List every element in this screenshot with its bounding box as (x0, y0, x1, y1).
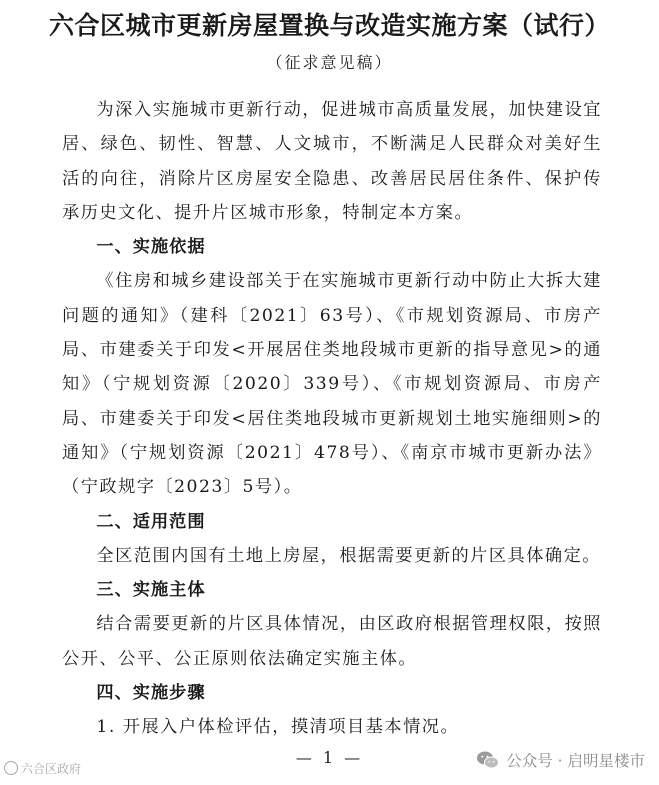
section-steps-text: 1. 开展入户体检评估，摸清项目基本情况。 (96, 717, 460, 738)
watermark-right (476, 749, 645, 771)
section-heading-steps: 四、实施步骤 (96, 683, 206, 704)
section-basis-text: 《住房和城乡建设部关于在实施城市更新行动中防止大拆大建问题的通知》（建科〔2021〕63号）、《市规划资源局、市房产局、市建委关于印发<开展居住类地段城市更新的指导意见>的通知》（宁规划资源〔2020〕339号）、《市规划资源局、市房产局、市建委关于印发<居住类地段城市更新规划土地实施细则>的通知》（宁规划资源〔2021〕478号）、《南京市城市更新办法》（宁政规字〔2023〕5号）。 (62, 271, 602, 498)
document-title: 六合区城市更新房屋置换与改造实施方案（试行） (48, 11, 610, 40)
document-body (62, 93, 602, 745)
section-scope-text: 全区范围内国有土地上房屋，根据需要更新的片区具体确定。 (96, 545, 601, 566)
section-subject-text: 结合需要更新的片区具体情况，由区政府根据管理权限，按照公开、公平、公正原则依法确定实施主体。 (62, 614, 602, 669)
wechat-icon (476, 750, 500, 770)
watermark-left (4, 760, 81, 777)
document-subtitle: （征求意见稿） (266, 53, 393, 72)
page-number: — 1 — (295, 748, 364, 767)
section-heading-scope: 二、适用范围 (96, 511, 206, 532)
section-heading-basis: 一、实施依据 (96, 237, 206, 258)
intro-paragraph: 为深入实施城市更新行动，促进城市高质量发展，加快建设宜居、绿色、韧性、智慧、人文城市，不断满足人民群众对美好生活的向往，消除片区房屋安全隐患、改善居民居住条件、保护传承历史文化、提升片区城市形象，特制定本方案。 (62, 100, 602, 223)
watermark-logo-icon (4, 761, 18, 775)
section-heading-subject: 三、实施主体 (96, 580, 206, 601)
watermark-right-text: 公众号 · 启明星楼市 (506, 752, 645, 770)
watermark-left-text: 六合区政府 (21, 762, 82, 776)
